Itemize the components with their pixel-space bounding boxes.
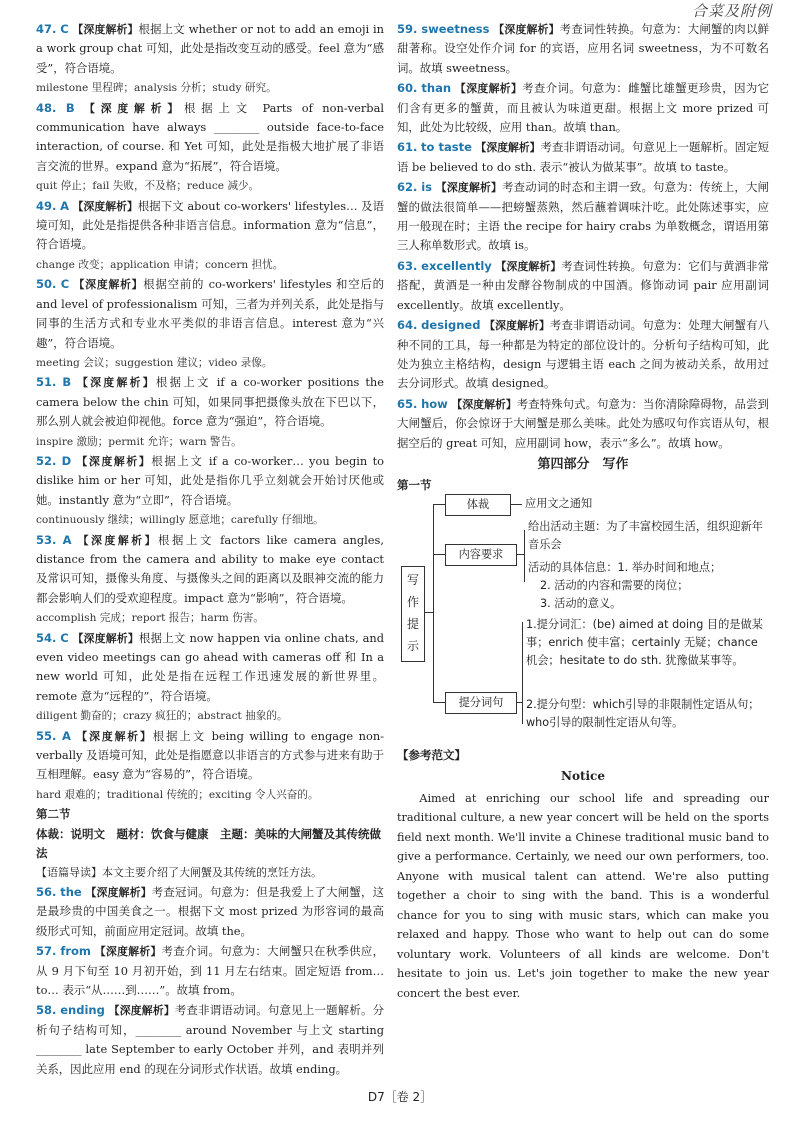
reference-label: 【参考范文】 xyxy=(397,747,466,762)
answer-item xyxy=(36,942,384,1000)
item-number: 51. xyxy=(36,375,57,390)
left-column xyxy=(36,20,384,1080)
section-2-info: 体裁：说明文 题材：饮食与健康 主题：美味的大闸蟹及其传统做法 xyxy=(36,826,381,861)
item-number: 61. xyxy=(397,140,418,155)
vocab-line: change 改变；application 申请；concern 担忧。 xyxy=(36,258,284,271)
item-explanation: 考查词性转换。句意为：它们与黄酒非常搭配，黄酒是一种由发酵谷物制成的中国酒。修饰动词 pair 应用副词 excellently。故填 excellently。 xyxy=(397,258,769,312)
answer-item xyxy=(36,373,384,431)
essay-title: Notice xyxy=(560,769,605,784)
vocab-line: milestone 里程碑；analysis 分析；study 研究。 xyxy=(36,82,277,95)
item-number: 64. xyxy=(397,318,418,333)
content-info-3: 3. 活动的意义。 xyxy=(540,596,622,610)
answer-list-1 xyxy=(36,20,384,805)
item-explanation: 考查非谓语动词。句意为：处理大闸蟹有八种不同的工具，每一种都是为特定的部位设计的。分析句子结构可知，此处为独立主格结构，design 与逻辑主语 each 之间为被动关系，故用过去分词形式。故填 designed。 xyxy=(397,318,770,391)
analysis-tag: 【深度解析】 xyxy=(108,1004,175,1018)
item-explanation: 考查词性转换。句意为：大闸蟹的肉以鲜甜著称。设空处作介词 for 的宾语，应用名词 sweetness，为不可数名词。故填 sweetness。 xyxy=(397,22,769,75)
item-explanation: 根据上文 factors like camera angles, distance from the camera and ability to make eye contact 及常识可知，摄像头角度、与摄像头之间的距离以及眼神交流的能力都会影响人们的受欢迎程度。impact 意为“影响”，符合语境。 xyxy=(36,532,385,605)
analysis-tag: 【深度解析】 xyxy=(73,278,144,292)
item-number: 52. xyxy=(36,453,57,468)
analysis-tag: 【深度解析】 xyxy=(455,82,523,96)
analysis-tag: 【深度解析】 xyxy=(77,376,156,390)
right-column xyxy=(397,20,769,1003)
item-explanation: 根据上文 if a co-worker… you begin to dislike him or her 可知，此处是指你几乎立刻就会开始讨厌他或她。instantly 意为“立即”，符合语境。 xyxy=(36,453,385,507)
item-explanation: 根据上文 being willing to engage non-verbally 及语境可知，此处是指愿意以非语言的方式参与进来有助于互相理解。easy 意为“容易的”，符合语境。 xyxy=(36,728,385,782)
content-info-2: 2. 活动的内容和需要的岗位； xyxy=(540,578,689,592)
analysis-tag: 【深度解析】 xyxy=(72,631,139,645)
answer-item xyxy=(397,20,769,78)
vocab-line: hard 艰难的；traditional 传统的；exciting 令人兴奋的。 xyxy=(36,788,319,801)
branch-2-out xyxy=(516,554,524,555)
item-number: 57. xyxy=(36,944,57,959)
analysis-tag: 【深度解析】 xyxy=(495,259,562,273)
analysis-tag: 【深度解析】 xyxy=(72,199,138,213)
item-number: 63. xyxy=(397,258,418,273)
item-number: 55. xyxy=(36,728,57,743)
item-answer: D xyxy=(61,453,72,468)
analysis-tag: 【深度解析】 xyxy=(76,454,152,468)
reading-guide: 【语篇导读】本文主要介绍了大闸蟹及其传统的烹饪方法。 xyxy=(36,866,322,880)
item-explanation: 考查特殊句式。句意为：当你清除障碍物，品尝到大闸蟹后，你会惊讶于大闸蟹是那么美味。此处为感叹句作宾语从句，根据空后的 great 可知，应用副词 how，表示“多么”。故填 how。 xyxy=(397,396,769,450)
analysis-tag: 【深度解析】 xyxy=(84,101,185,115)
answer-item xyxy=(397,138,769,177)
box-content: 内容要求 xyxy=(445,544,517,566)
answer-item xyxy=(36,452,384,510)
item-number: 50. xyxy=(36,277,57,292)
content-info-1: 活动的具体信息：1. 举办时间和地点； xyxy=(528,560,722,574)
analysis-tag: 【深度解析】 xyxy=(475,141,541,155)
page-footer: D7［卷 2］ xyxy=(367,1090,433,1104)
answer-item xyxy=(36,629,384,707)
item-answer: B xyxy=(65,100,75,115)
analysis-tag: 【深度解析】 xyxy=(484,319,550,333)
item-number: 56. xyxy=(36,884,57,899)
answer-item xyxy=(397,79,769,137)
item-explanation: 考查介词。句意为：雌蟹比雄蟹更珍贵，因为它们含有更多的蟹黄，而且被认为味道更甜。根据上文 more prized 可知，此处为比较级，应用 than。故填 than。 xyxy=(397,81,770,135)
item-answer: than xyxy=(421,81,452,96)
answer-list-2 xyxy=(36,883,384,1079)
item-number: 54. xyxy=(36,630,57,645)
trunk-line xyxy=(433,504,434,702)
item-answer: the xyxy=(60,884,82,899)
box-vocab: 提分词句 xyxy=(445,692,517,714)
item-explanation: 考查动词的时态和主谓一致。句意为：传统上，大闸蟹的做法很简单——把螃蟹蒸熟，然后蘸着调味汁吃。此处陈述事实，应用一般现在时；主语 the recipe for hairy crabs 为单数概念，谓语用第三人称单数形式。故填 is。 xyxy=(397,180,770,253)
answer-item xyxy=(36,1001,384,1079)
essay-body: Aimed at enriching our school life and spreading our traditional culture, a new year concert will be held on the sports field next month. We'll invite a Chinese traditional music band to give a performance. Certainly, we need our own performers, too. Anyone with musical talent can attend. We're also putting together a choir to sing with the band. This is a wonderful chance for you to sing with music stars, which can make you relaxed and happy. Those who want to help out can do some voluntary work. Volunteers of all kinds are welcome. Don't hesitate to join us. Let's join together to make the new year concert the best ever. xyxy=(397,791,769,1000)
answer-item xyxy=(397,257,769,315)
item-number: 65. xyxy=(397,396,418,411)
item-explanation: 根据下文 about co-workers' lifestyles… 及语境可知，此处是指提供各种非语言信息。information 意为“信息”，符合语境。 xyxy=(36,198,385,252)
item-answer: sweetness xyxy=(421,22,490,36)
branch-3-bracket xyxy=(522,622,523,724)
item-explanation: 根据上文 now happen via online chats, and even video meetings can go ahead with cameras off 和 In a new world 可知，此处是指在远程工作迅速发展的新世界里。remote 意为“远程的”，符合语境。 xyxy=(36,630,385,703)
writing-tips-diagram xyxy=(397,496,769,746)
item-number: 53. xyxy=(36,532,57,547)
page-header: 合菜及附例 xyxy=(691,2,772,20)
item-answer: A xyxy=(61,728,71,743)
analysis-tag: 【深度解析】 xyxy=(72,23,139,36)
box-genre: 体裁 xyxy=(445,494,511,516)
item-answer: to taste xyxy=(421,140,472,155)
branch-2-bracket xyxy=(524,530,525,582)
answer-item xyxy=(36,883,384,941)
genre-text: 应用文之通知 xyxy=(525,496,593,510)
answer-item xyxy=(397,178,769,256)
answer-item xyxy=(36,275,384,353)
answer-item xyxy=(36,727,384,785)
vocab-line: accomplish 完成；report 报告；harm 伤害。 xyxy=(36,612,264,625)
item-answer: designed xyxy=(421,318,481,333)
branch-1-out xyxy=(510,504,522,505)
item-explanation: 根据上文 Parts of non-verbal communication have always ________ outside face-to-face interaction, of course. 和 Yet 可知，此处是指极大地扩展了非语言交流的世界。expand 意为“拓展”，符合语境。 xyxy=(36,100,385,173)
analysis-tag: 【深度解析】 xyxy=(493,23,560,36)
vocab-line: diligent 勤奋的；crazy 疯狂的；abstract 抽象的。 xyxy=(36,710,288,723)
analysis-tag: 【深度解析】 xyxy=(451,397,517,411)
vocab-tips: 1.提分词汇：(be) aimed at doing 目的是做某事；enrich 使丰富；certainly 无疑；chance 机会；hesitate to do sth. 犹豫做某事等。 xyxy=(526,617,763,667)
item-explanation: 考查介词。句意为：大闸蟹只在秋季供应，从 9 月下旬至 10 月初开始，到 11 月左右结束。固定短语 from… to… 表示“从……到……”。故填 from。 xyxy=(36,944,384,997)
item-answer: from xyxy=(60,944,91,959)
item-answer: A xyxy=(60,198,69,213)
vocab-line: meeting 会议；suggestion 建议；video 录像。 xyxy=(36,356,273,369)
item-explanation: 考查非谓语动词。句意见上一题解析。分析句子结构可知，________ around November 与上文 starting ________ late September to early October 并列，and 表明并列关系，因此应用 end 的现在分词形式作状语。故填 ending。 xyxy=(36,1003,384,1076)
item-explanation: 根据上文 whether or not to add an emoji in a work group chat 可知，此处是指改变互动的感受。feel 意为“感受”，符合语境。 xyxy=(36,22,384,75)
analysis-tag: 【深度解析】 xyxy=(94,945,162,959)
part-4-section: 第一节 xyxy=(397,478,432,493)
item-number: 47. xyxy=(36,22,57,36)
branch-1-line xyxy=(433,504,445,505)
answer-item xyxy=(36,531,384,609)
item-number: 60. xyxy=(397,81,418,96)
item-answer: excellently xyxy=(421,258,492,273)
item-answer: how xyxy=(421,396,448,411)
item-answer: A xyxy=(62,532,72,547)
section-2-title: 第二节 xyxy=(36,807,71,822)
analysis-tag: 【深度解析】 xyxy=(77,533,159,547)
vocab-line: quit 停止；fail 失败，不及格；reduce 减少。 xyxy=(36,180,260,193)
answer-item xyxy=(397,395,769,453)
branch-2-line xyxy=(433,554,445,555)
part-4-title: 第四部分 写作 xyxy=(537,456,629,472)
item-number: 49. xyxy=(36,198,57,213)
sentence-tips: 2.提分句型：which引导的非限制性定语从句；who引导的限制性定语从句等。 xyxy=(526,697,760,729)
answer-item xyxy=(397,316,769,394)
analysis-tag: 【深度解析】 xyxy=(435,181,503,195)
answer-item xyxy=(36,20,384,78)
item-explanation: 考查非谓语动词。句意见上一题解析。固定短语 be believed to do sth. 表示“被认为做某事”。故填 to taste。 xyxy=(397,140,769,174)
item-number: 59. xyxy=(397,22,418,36)
item-answer: C xyxy=(60,22,69,36)
content-theme: 给出活动主题：为了丰富校园生活，组织迎新年音乐会 xyxy=(528,519,763,551)
answer-list-3 xyxy=(397,20,769,453)
item-number: 58. xyxy=(36,1003,57,1018)
item-answer: B xyxy=(62,375,72,390)
item-number: 48. xyxy=(36,100,57,115)
item-answer: C xyxy=(60,277,70,292)
root-box: 写作提示 xyxy=(401,566,425,662)
analysis-tag: 【深度解析】 xyxy=(76,729,153,743)
root-connector xyxy=(424,612,433,613)
item-answer: ending xyxy=(60,1003,105,1018)
item-answer: is xyxy=(421,180,433,195)
vocab-line: inspire 激励；permit 允许；warn 警告。 xyxy=(36,435,242,448)
analysis-tag: 【深度解析】 xyxy=(85,885,152,899)
item-explanation: 考查冠词。句意为：但是我爱上了大闸蟹，这是最珍贵的中国美食之一。根据下文 most prized 为形容词的最高级形式可知，前面应用定冠词。故填 the。 xyxy=(36,884,384,938)
answer-item xyxy=(36,197,384,255)
item-answer: C xyxy=(60,630,69,645)
answer-item xyxy=(36,99,384,177)
item-explanation: 根据上文 if a co-worker positions the camera below the chin 可知，如果同事把摄像头放在下巴以下，那么别人就会被迫仰视他。force 意为“强迫”，符合语境。 xyxy=(36,375,385,429)
item-explanation: 根据空前的 co-workers' lifestyles 和空后的 and level of professionalism 可知，三者为并列关系，此处是指与同事的生活方式和专业水平类似的非语言信息。interest 意为“兴趣”，符合语境。 xyxy=(36,277,384,350)
item-number: 62. xyxy=(397,180,418,195)
vocab-line: continuously 继续；willingly 愿意地；carefully 仔细地。 xyxy=(36,514,324,527)
branch-3-line xyxy=(433,702,445,703)
